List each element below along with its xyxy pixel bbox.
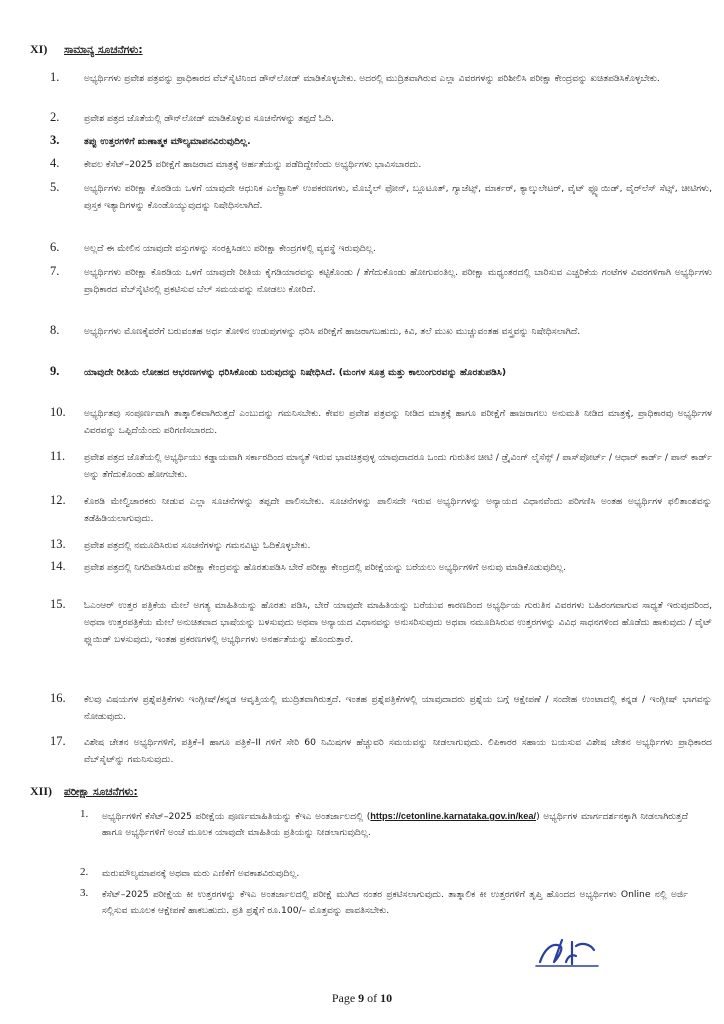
- item-text: [102, 808, 688, 841]
- item-number: 11.: [50, 449, 66, 463]
- item-text: ಕೇವಲ ಕೆಸೆಟ್–2025 ಪರೀಕ್ಷೆಗೆ ಹಾಜರಾದ ಮಾತ್ರಕ್ಕೆ ಅರ್ಹತೆಯನ್ನು ಪಡೆದಿದ್ದೇನೆಂದು ಅಭ್ಯರ್ಥಿಗಳು ಭಾವಿಸಬಾರದು.: [84, 159, 422, 170]
- item-text: ಅಭ್ಯರ್ಥಿಗಳು ಪ್ರವೇಶ ಪತ್ರವನ್ನು ಪ್ರಾಧಿಕಾರದ ವೆಬ್‌ಸೈಟಿನಿಂದ ಡೌನ್‌ಲೋಡ್ ಮಾಡಿಕೊಳ್ಳಬೇಕು. ಅದರಲ್ಲಿ ಮುದ್ರಿತವಾಗಿರುವ ಎಲ್ಲಾ ವಿವರಗಳನ್ನು ಪರಿಶೀಲಿಸಿ ಪರೀಕ್ಷಾ ಕೇಂದ್ರವನ್ನು ಖಚಿತಪಡಿಸಿಕೊಳ್ಳಬೇಕು.: [84, 73, 660, 84]
- of-label: of: [367, 991, 378, 1005]
- item-text: ಪ್ರವೇಶ ಪತ್ರದಲ್ಲಿ ನಿಗದಿಪಡಿಸಿರುವ ಪರೀಕ್ಷಾ ಕೇಂದ್ರವನ್ನು ಹೊರತುಪಡಿಸಿ ಬೇರೆ ಪರೀಕ್ಷಾ ಕೇಂದ್ರದಲ್ಲಿ ಪರೀಕ್ಷೆಯನ್ನು ಬರೆಯಲು ಅಭ್ಯರ್ಥಿಗಳಿಗೆ ಅನುವು ಮಾಡಿಕೊಡುವುದಿಲ್ಲ.: [84, 562, 567, 573]
- item-number: 7.: [50, 264, 60, 278]
- item-number: 10.: [50, 405, 66, 419]
- item-text: ಯಾವುದೇ ರೀತಿಯ ಲೋಹದ ಆಭರಣಗಳನ್ನು ಧರಿಸಿಕೊಂಡು ಬರುವುದನ್ನು ನಿಷೇಧಿಸಿದೆ. (ಮಂಗಳ ಸೂತ್ರ ಮತ್ತು ಕಾಲುಂಗುರವನ್ನು ಹೊರತುಪಡಿಸಿ): [84, 367, 507, 378]
- item-text: ಮರುಮೌಲ್ಯಮಾಪನಕ್ಕೆ ಅಥವಾ ಮರು ಎಣಿಕೆಗೆ ಅವಕಾಶವಿರುವುದಿಲ್ಲ.: [102, 868, 300, 879]
- handwritten-signature-icon: [532, 932, 602, 972]
- item-text: ಪ್ರವೇಶ ಪತ್ರದಲ್ಲಿ ನಮೂದಿಸಿರುವ ಸೂಚನೆಗಳನ್ನು ಗಮನವಿಟ್ಟು ಓದಿಕೊಳ್ಳಬೇಕು.: [84, 540, 311, 551]
- item-text: ಓಎಂಆರ್ ಉತ್ತರ ಪತ್ರಿಕೆಯ ಮೇಲೆ ಅಗತ್ಯ ಮಾಹಿತಿಯನ್ನು ಹೊರತು ಪಡಿಸಿ, ಬೇರೆ ಯಾವುದೇ ಮಾಹಿತಿಯನ್ನು ಬರೆಯುವ ಕಾರಣದಿಂದ ಅಭ್ಯರ್ಥಿಯ ಗುರುತಿನ ವಿವರಗಳು ಬಹಿರಂಗವಾಗುವ ಸಾಧ್ಯತೆ ಇರುವುದರಿಂದ, ಅಥವಾ ಉತ್ತರಪತ್ರಿಕೆಯ ಮೇಲೆ ಅನುಚಿತವಾದ ಭಾಷೆಯನ್ನು ಬಳಸುವುದು ಅಥವಾ ಅನ್ಯಾಯದ ವಿಧಾನವನ್ನು ಅನುಸರಿಸುವುದು ಅಥವಾ ನಮೂದಿಸಿರುವ ಉತ್ತರಗಳನ್ನು ವಿವಿಧ ಸಾಧನಗಳಿಂದ ಹೊಡೆದು ಹಾಕುವುದು / ವೈಟ್ ಫ್ಲುಯಿಡ್ ಬಳಸುವುದು, ಇಂತಹ ಪ್ರಕರಣಗಳಲ್ಲಿ ಅಭ್ಯರ್ಥಿಗಳು ಅನರ್ಹತೆಯನ್ನು ಹೊಂದುತ್ತಾರೆ.: [84, 600, 712, 645]
- item-number: 3.: [50, 133, 60, 147]
- section-xi-heading: [30, 42, 143, 57]
- item-text: ವಿಶೇಷ ಚೇತನ ಅಭ್ಯರ್ಥಿಗಳಿಗೆ, ಪತ್ರಿಕೆ–I ಹಾಗೂ ಪತ್ರಿಕೆ–II ಗಳಿಗೆ ಸೇರಿ 60 ನಿಮಿಷಗಳ ಹೆಚ್ಚುವರಿ ಸಮಯವನ್ನು ನೀಡಲಾಗುವುದು. ಲಿಪಿಕಾರರ ಸಹಾಯ ಬಯಸುವ ವಿಶೇಷ ಚೇತನ ಅಭ್ಯರ್ಥಿಗಳು ಪ್ರಾಧಿಕಾರದ ವೆಬ್‌ಸೈಟ್‌ನ್ನು ಗಮನಿಸುವುದು.: [84, 737, 712, 765]
- item-text: ಅಭ್ಯರ್ಥಿತವು ಸಂಪೂರ್ಣವಾಗಿ ತಾತ್ಕಾಲಿಕವಾಗಿರುತ್ತದೆ ಎಂಬುದನ್ನು ಗಮನಿಸಬೇಕು. ಕೇವಲ ಪ್ರವೇಶ ಪತ್ರವನ್ನು ನೀಡಿದ ಮಾತ್ರಕ್ಕೆ ಹಾಗೂ ಪರೀಕ್ಷೆಗೆ ಹಾಜರಾಗಲು ಅನುಮತಿ ನೀಡಿದ ಮಾತ್ರಕ್ಕೆ, ಪ್ರಾಧಿಕಾರವು ಅಭ್ಯರ್ಥಿಗಳ ವಿವರವನ್ನು ಒಪ್ಪಿದೆಯೆಂದು ಪರಿಗಣಿಸಬಾರದು.: [84, 408, 712, 436]
- item-number: 2.: [50, 110, 60, 124]
- item-number: 2.: [80, 866, 89, 878]
- item-number: 12.: [50, 493, 66, 507]
- item-text-part: ಅಭ್ಯರ್ಥಿಗಳಿಗೆ ಕೆಸೆಟ್–2025 ಪರೀಕ್ಷೆಯ ಪೂರ್ಣಮಾಹಿತಿಯನ್ನು ಕೆಇಎ ಅಂತರ್ಜಾಲದಲ್ಲಿ (: [102, 811, 371, 822]
- item-text: ಪ್ರವೇಶ ಪತ್ರದ ಜೊತೆಯಲ್ಲಿ ಡೌನ್‌ಲೋಡ್ ಮಾಡಿಕೊಳ್ಳುವ ಸೂಚನೆಗಳನ್ನು ತಪ್ಪದೆ ಓದಿ.: [84, 113, 334, 124]
- section-xi-title: ಸಾಮಾನ್ಯ ಸೂಚನೆಗಳು:: [64, 44, 143, 56]
- total-pages-number: 10: [380, 991, 393, 1005]
- item-number: 1.: [80, 808, 89, 820]
- item-text: ಅಭ್ಯರ್ಥಿಗಳು ಪರೀಕ್ಷಾ ಕೊಠಡಿಯ ಒಳಗೆ ಯಾವುದೇ ರೀತಿಯ ಕೈಗಡಿಯಾರವನ್ನು ಕಟ್ಟಿಕೊಂಡು / ತೆಗೆದುಕೊಂಡು ಹೋಗುವಂತಿಲ್ಲ. ಪರೀಕ್ಷಾ ಮಧ್ಯಂತರದಲ್ಲಿ ಬಾರಿಸುವ ಎಚ್ಚರಿಕೆಯ ಗಂಟೆಗಳ ವಿವರಗಳಿಗಾಗಿ ಅಭ್ಯರ್ಥಿಗಳು ಪ್ರಾಧಿಕಾರದ ವೆಬ್‌ಸೈಟಿನಲ್ಲಿ ಪ್ರಕಟಿಸುವ ಬೆಲ್ ಸಮಯವನ್ನು ನೋಡಲು ಕೋರಿದೆ.: [84, 267, 712, 295]
- section-xii-heading: [30, 784, 138, 799]
- item-number: 5.: [50, 180, 60, 194]
- item-number: 17.: [50, 734, 66, 748]
- kea-website-link[interactable]: https://cetonline.karnataka.gov.in/kea/: [370, 811, 537, 821]
- section-xi-number: XI): [30, 42, 48, 56]
- item-number: 6.: [50, 240, 60, 254]
- item-text: ಪ್ರವೇಶ ಪತ್ರದ ಜೊತೆಯಲ್ಲಿ ಅಭ್ಯರ್ಥಿಯು ಕಡ್ಡಾಯವಾಗಿ ಸರ್ಕಾರದಿಂದ ಮಾನ್ಯತೆ ಇರುವ ಭಾವಚಿತ್ರವುಳ್ಳ ಯಾವುದಾದರೂ ಒಂದು ಗುರುತಿನ ಚೀಟಿ / ಡ್ರೈವಿಂಗ್ ಲೈಸೆನ್ಸ್ / ಪಾಸ್‌ಪೋರ್ಟ್ / ಆಧಾರ್ ಕಾರ್ಡ್ / ಪಾನ್ ಕಾರ್ಡ್ ಅನ್ನು ತೆಗೆದುಕೊಂಡು ಹೋಗಬೇಕು.: [84, 452, 712, 480]
- item-number: 8.: [50, 323, 60, 337]
- item-number: 1.: [50, 70, 60, 84]
- item-text: ಅಲ್ಲದೆ ಈ ಮೇಲಿನ ಯಾವುದೇ ವಸ್ತುಗಳನ್ನು ಸಂರಕ್ಷಿಸಿಡಲು ಪರೀಕ್ಷಾ ಕೇಂದ್ರಗಳಲ್ಲಿ ವ್ಯವಸ್ಥೆ ಇರುವುದಿಲ್ಲ.: [84, 243, 376, 254]
- item-number: 13.: [50, 537, 66, 551]
- item-number: 15.: [50, 597, 66, 611]
- item-number: 14.: [50, 559, 66, 573]
- item-number: 4.: [50, 156, 60, 170]
- item-text: ತಪ್ಪು ಉತ್ತರಗಳಿಗೆ ಋಣಾತ್ಮಕ ಮೌಲ್ಯಮಾಪನವಿರುವುದಿಲ್ಲ.: [84, 136, 251, 147]
- section-xii-title: ಪರೀಕ್ಷಾ ಸೂಚನೆಗಳು:: [64, 786, 138, 798]
- item-text: ಕೊಠಡಿ ಮೇಲ್ವಿಚಾರಕರು ನೀಡುವ ಎಲ್ಲಾ ಸೂಚನೆಗಳನ್ನು ತಪ್ಪದೇ ಪಾಲಿಸಬೇಕು. ಸೂಚನೆಗಳನ್ನು ಪಾಲಿಸದೇ ಇರುವ ಅಭ್ಯರ್ಥಿಗಳನ್ನು ಅನ್ಯಾಯದ ವಿಧಾನವೆಂದು ಪರಿಗಣಿಸಿ ಅಂತಹ ಅಭ್ಯರ್ಥಿಗಳ ಫಲಿತಾಂಶವನ್ನು ತಡೆಹಿಡಿಯಲಾಗುವುದು.: [84, 496, 712, 524]
- item-number: 9.: [50, 364, 60, 378]
- item-number: 16.: [50, 691, 66, 705]
- item-text-part: ) ಅಭ್ಯರ್ಥಿಗಳ ಮಾರ್ಗದರ್ಶನಕ್ಕಾಗಿ ನೀಡಲಾಗಿರುತ್ತದೆ ಹಾಗೂ ಅಭ್ಯರ್ಥಿಗಳಿಗೆ ಅಂಚೆ ಮೂಲಕ ಯಾವುದೇ ಮಾಹಿತಿಯ ಪ್ರತಿಯನ್ನು ನೀಡಲಾಗುವುದಿಲ್ಲ.: [102, 811, 688, 838]
- current-page-number: 9: [358, 991, 365, 1005]
- page-label: Page: [331, 991, 356, 1005]
- item-text: ಅಭ್ಯರ್ಥಿಗಳು ಪರೀಕ್ಷಾ ಕೊಠಡಿಯ ಒಳಗೆ ಯಾವುದೇ ಆಧುನಿಕ ಎಲೆಕ್ಟ್ರಾನಿಕ್ ಉಪಕರಣಗಳು, ಮೊಬೈಲ್ ಫೋನ್, ಬ್ಲೂಟೂತ್, ಗ್ಯಾಜೆಟ್ಸ್, ಮಾರ್ಕರ್, ಕ್ಯಾಲ್ಕುಲೇಟರ್, ವೈಟ್ ಫ್ಲ್ಯೂಯಿಡ್, ವೈರ್‌ಲೆಸ್ ಸೆಟ್ಸ್, ಚೀಟಿಗಳು, ಪುಸ್ತಕ ಇತ್ಯಾದಿಗಳನ್ನು ಕೊಂಡೊಯ್ಯುವುದನ್ನು ನಿಷೇಧಿಸಲಾಗಿದೆ.: [84, 183, 712, 211]
- item-number: 3.: [80, 887, 89, 899]
- section-xii-number: XII): [30, 784, 53, 798]
- item-text: ಅಭ್ಯರ್ಥಿಗಳು ಮೊಣಕೈವರೆಗೆ ಬರುವಂತಹ ಅರ್ಧ ತೋಳಿನ ಉಡುಪುಗಳನ್ನು ಧರಿಸಿ ಪರೀಕ್ಷೆಗೆ ಹಾಜರಾಗಬಹುದು, ಕಿವಿ, ತಲೆ ಮುಖ ಮುಚ್ಚುವಂತಹ ವಸ್ತ್ರವನ್ನು ನಿಷೇಧಿಸಲಾಗಿದೆ.: [84, 326, 581, 337]
- page-footer: [0, 991, 724, 1006]
- item-text: ಕೆಸೆಟ್–2025 ಪರೀಕ್ಷೆಯ ಕೀ ಉತ್ತರಗಳನ್ನು ಕೆಇಎ ಅಂತರ್ಜಾಲದಲ್ಲಿ ಪರೀಕ್ಷೆ ಮುಗಿದ ನಂತರ ಪ್ರಕಟಿಸಲಾಗುವುದು. ತಾತ್ಕಾಲಿಕ ಕೀ ಉತ್ತರಗಳಿಗೆ ತೃಪ್ತಿ ಹೊಂದದ ಅಭ್ಯರ್ಥಿಗಳು Online ನಲ್ಲಿ ಅರ್ಜಿ ಸಲ್ಲಿಸುವ ಮೂಲಕ ಆಕ್ಷೇಪಣೆ ಹಾಕಬಹುದು. ಪ್ರತಿ ಪ್ರಶ್ನೆಗೆ ರೂ.100/– ಮೊತ್ತವನ್ನು ಪಾವತಿಸಬೇಕು.: [102, 889, 688, 916]
- item-text: ಕೆಲವು ವಿಷಯಗಳ ಪ್ರಶ್ನೆಪತ್ರಿಕೆಗಳು ಇಂಗ್ಲೀಷ್/ಕನ್ನಡ ಆವೃತ್ತಿಯಲ್ಲಿ ಮುದ್ರಿತವಾಗಿರುತ್ತದೆ. ಇಂತಹ ಪ್ರಶ್ನೆಪತ್ರಿಕೆಗಳಲ್ಲಿ ಯಾವುದಾದರು ಪ್ರಶ್ನೆಯ ಬಗ್ಗೆ ಆಕ್ಷೇಪಣೆ / ಸಂದೇಹ ಉಂಟಾದಲ್ಲಿ ಕನ್ನಡ / ಇಂಗ್ಲೀಷ್ ಭಾಗವನ್ನು ನೋಡುವುದು.: [84, 694, 712, 722]
